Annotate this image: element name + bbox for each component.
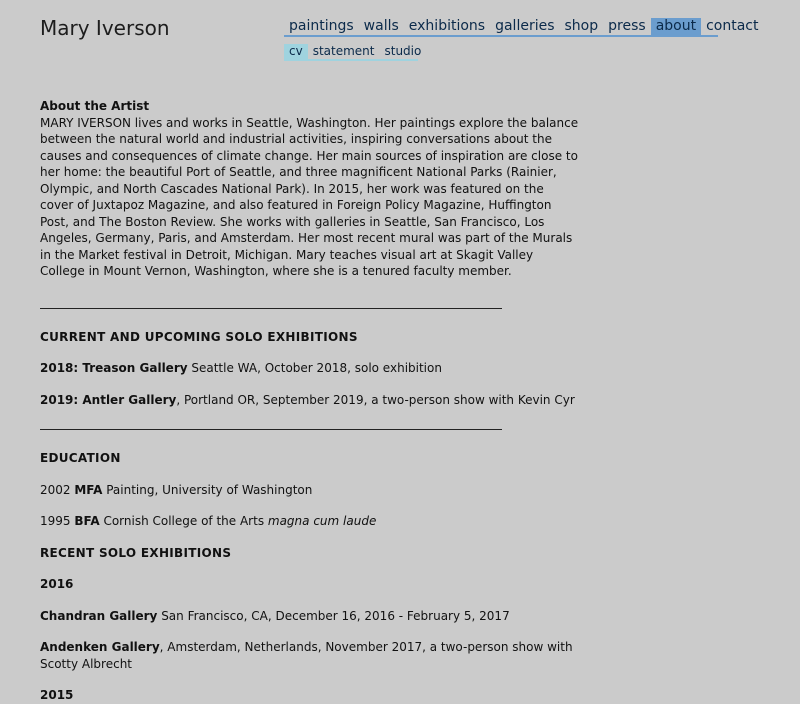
nav-exhibitions[interactable]: exhibitions (408, 18, 486, 34)
recent-exhibitions-heading: RECENT SOLO EXHIBITIONS (40, 545, 232, 560)
nav-about[interactable]: about (651, 18, 701, 35)
main-content (40, 98, 580, 704)
site-title[interactable]: Mary Iverson (40, 16, 170, 40)
nav-shop[interactable]: shop (564, 18, 599, 34)
education-honors: magna cum laude (267, 514, 377, 528)
nav-paintings[interactable]: paintings (289, 18, 354, 34)
exhibition-entry (40, 639, 580, 672)
exhibition-details: Seattle WA, October 2018, solo exhibition (187, 361, 442, 375)
current-exhibitions-heading: CURRENT AND UPCOMING SOLO EXHIBITIONS (40, 329, 358, 344)
exhibition-name: Andenken Gallery (40, 640, 160, 654)
sub-nav (284, 44, 422, 61)
main-nav (284, 18, 759, 37)
nav-contact[interactable]: contact (706, 18, 759, 34)
exhibition-entry (40, 608, 580, 625)
education-heading: EDUCATION (40, 451, 121, 465)
about-heading: About the Artist (40, 99, 150, 113)
subnav-statement[interactable]: statement (312, 44, 375, 58)
about-text: MARY IVERSON lives and works in Seattle, Washington. Her paintings explore the balance between the natural world and industrial activities, inspiring conversations about the causes and consequences of climate change. Her main sources of inspiration are close to her home: the beautiful Port of Seattle, and three magnificent National Parks (Rainier, Olympic, and North Cascades National Park). In 2015, her work was featured on the cover of Juxtapoz Magazine, and also featured in Foreign Policy Magazine, Huffington Post, and The Boston Review. She works with galleries in Seattle, San Francisco, Los Angeles, Germany, Paris, and Amsterdam. Her most recent mural was part of the Murals in the Market festival in Detroit, Michigan. Mary teaches visual art at Skagit Valley College in Mount Vernon, Washington, where she is a tenured faculty member. (40, 115, 579, 278)
education-entry (40, 513, 580, 530)
subnav-studio[interactable]: studio (384, 44, 422, 58)
nav-press[interactable]: press (608, 18, 646, 34)
exhibition-name: 2019: Antler Gallery (40, 392, 177, 407)
exhibition-name: Chandran Gallery (40, 608, 158, 623)
exhibition-entry (40, 360, 580, 377)
nav-walls[interactable]: walls (363, 18, 399, 34)
education-year: 2002 (40, 482, 75, 497)
nav-galleries[interactable]: galleries (495, 18, 555, 34)
year-heading: 2016 (40, 577, 74, 591)
divider (40, 429, 502, 430)
exhibition-details: , Portland OR, September 2019, a two-person show with Kevin Cyr (176, 392, 575, 407)
education-degree: BFA (74, 514, 100, 528)
education-degree: MFA (74, 482, 103, 497)
exhibition-name: 2018: Treason Gallery (40, 361, 188, 375)
exhibition-details: San Francisco, CA, December 16, 2016 - February 5, 2017 (157, 608, 510, 623)
subnav-cv[interactable]: cv (284, 44, 308, 59)
education-details: Cornish College of the Arts (99, 514, 268, 528)
education-entry (40, 482, 580, 499)
education-year: 1995 (40, 514, 75, 528)
divider (40, 308, 502, 309)
exhibition-entry (40, 392, 580, 409)
year-heading: 2015 (40, 688, 74, 702)
education-details: Painting, University of Washington (102, 482, 313, 497)
exhibition-details: , Amsterdam, Netherlands, November 2017, a two-person show with Scotty Albrecht (40, 640, 573, 671)
